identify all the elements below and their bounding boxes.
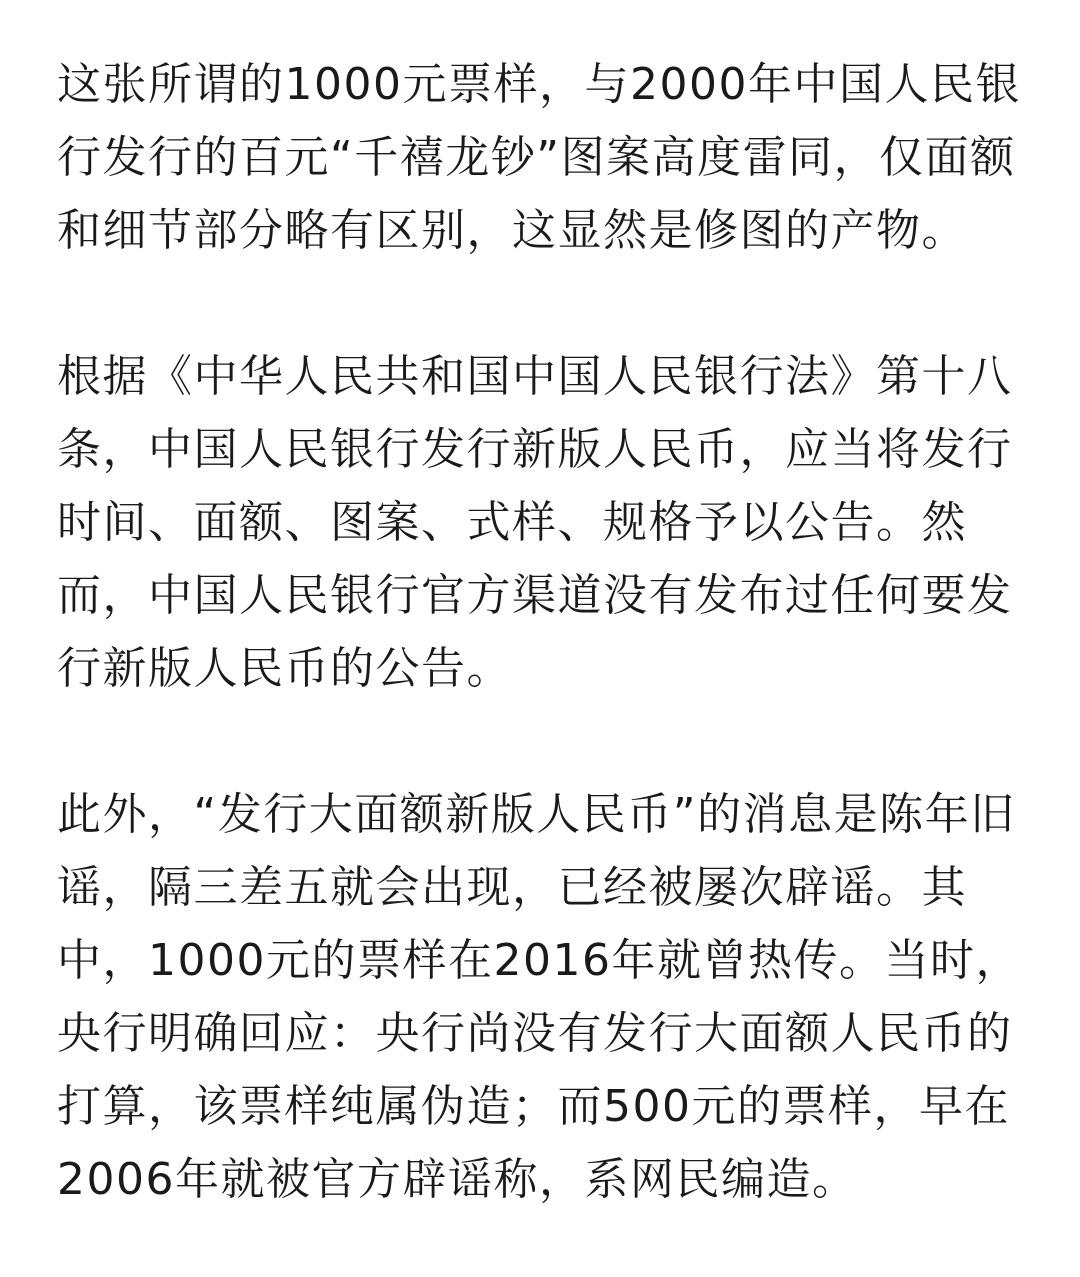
text-line: 行新版人民币的公告。: [57, 643, 512, 694]
article-body: [57, 48, 1027, 1216]
text-line: 打算，该票样纯属伪造；而500元的票样，早在: [57, 1081, 1010, 1132]
text-line: 和细节部分略有区别，这显然是修图的产物。: [57, 205, 967, 256]
text-line: 中，1000元的票样在2016年就曾热传。当时，: [57, 935, 1021, 986]
text-line: 条，中国人民银行发行新版人民币，应当将发行: [57, 424, 1013, 475]
text-line: 行发行的百元“千禧龙钞”图案高度雷同，仅面额: [57, 132, 1016, 183]
paragraph-2: [57, 340, 1027, 705]
text-line: 央行明确回应：央行尚没有发行大面额人民币的: [57, 1008, 1013, 1059]
text-line: 而，中国人民银行官方渠道没有发布过任何要发: [57, 570, 1013, 621]
text-line: 2006年就被官方辟谣称，系网民编造。: [57, 1154, 858, 1205]
text-line: 谣，隔三差五就会出现，已经被屡次辟谣。其: [57, 862, 967, 913]
paragraph-1: [57, 48, 1027, 267]
paragraph-3: [57, 778, 1027, 1216]
text-line: 这张所谓的1000元票样，与2000年中国人民银: [57, 59, 1021, 110]
text-line: 根据《中华人民共和国中国人民银行法》第十八: [57, 351, 1013, 402]
text-line: 此外，“发行大面额新版人民币”的消息是陈年旧: [57, 789, 1016, 840]
text-line: 时间、面额、图案、式样、规格予以公告。然: [57, 497, 967, 548]
